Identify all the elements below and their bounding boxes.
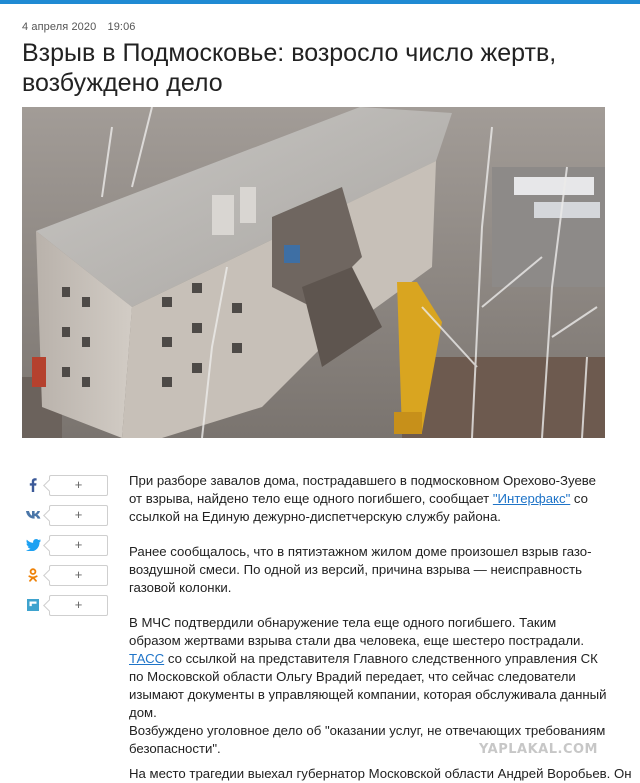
twitter-icon[interactable] bbox=[22, 534, 44, 556]
share-count-flipboard[interactable]: + bbox=[49, 595, 108, 616]
share-row-vk bbox=[22, 504, 88, 526]
article-paragraph-4: На место трагедии выехал губернатор Московской области Андрей Воробьев. Он bbox=[129, 766, 632, 781]
share-count-facebook[interactable]: + bbox=[49, 475, 108, 496]
share-count-vk[interactable]: + bbox=[49, 505, 108, 526]
article-time: 19:06 bbox=[107, 21, 136, 33]
top-accent-bar bbox=[0, 0, 640, 4]
vk-icon[interactable] bbox=[22, 504, 44, 526]
paragraph-text: При разборе завалов дома, пострадавшего в подмосковном Орехово-Зуеве от взрыва, найдено тело еще одного погибшего, сообщает bbox=[129, 473, 596, 506]
article-date: 4 апреля 2020 bbox=[22, 21, 97, 33]
article-paragraph-3 bbox=[129, 614, 609, 758]
share-row-flipboard bbox=[22, 594, 88, 616]
paragraph-text: со ссылкой на представителя Главного следственного управления СК по Московской области Ольгу Врадий передает, что сейчас следователи изымают документы в управляющей компании, которая обслуживала данный дом. bbox=[129, 651, 607, 720]
odnoklassniki-icon[interactable] bbox=[22, 564, 44, 586]
article-paragraph-2: Ранее сообщалось, что в пятиэтажном жилом доме произошел взрыв газо-воздушной смеси. По одной из версий, причина взрыва — неисправность газовой колонки. bbox=[129, 544, 592, 595]
article-body bbox=[129, 472, 609, 775]
tass-link[interactable]: ТАСС bbox=[129, 651, 165, 666]
photo-image bbox=[22, 107, 605, 438]
share-count-odnoklassniki[interactable]: + bbox=[49, 565, 108, 586]
article-title: Взрыв в Подмосковье: возросло число жертв, возбуждено дело bbox=[22, 39, 557, 97]
share-row-facebook bbox=[22, 474, 88, 496]
article-photo bbox=[22, 107, 605, 438]
article-paragraph-1 bbox=[129, 472, 609, 526]
share-row-odnoklassniki bbox=[22, 564, 88, 586]
paragraph-text: В МЧС подтвердили обнаружение тела еще одного погибшего. Таким образом жертвами взрыва стали два человека, еще шестеро пострадали. bbox=[129, 615, 585, 648]
flipboard-icon[interactable] bbox=[22, 594, 44, 616]
share-panel bbox=[22, 474, 88, 624]
article-meta bbox=[22, 21, 144, 33]
paragraph-text: Возбуждено уголовное дело об "оказании услуг, не отвечающих требованиям безопасности". bbox=[129, 723, 606, 756]
facebook-icon[interactable] bbox=[22, 474, 44, 496]
interfax-link[interactable]: "Интерфакс" bbox=[492, 491, 571, 506]
site-watermark: YAPLAKAL.COM bbox=[479, 742, 598, 757]
paragraph-text: со ссылкой на Единую дежурно-диспетчерскую службу района. bbox=[129, 491, 589, 524]
share-row-twitter bbox=[22, 534, 88, 556]
share-count-twitter[interactable]: + bbox=[49, 535, 108, 556]
